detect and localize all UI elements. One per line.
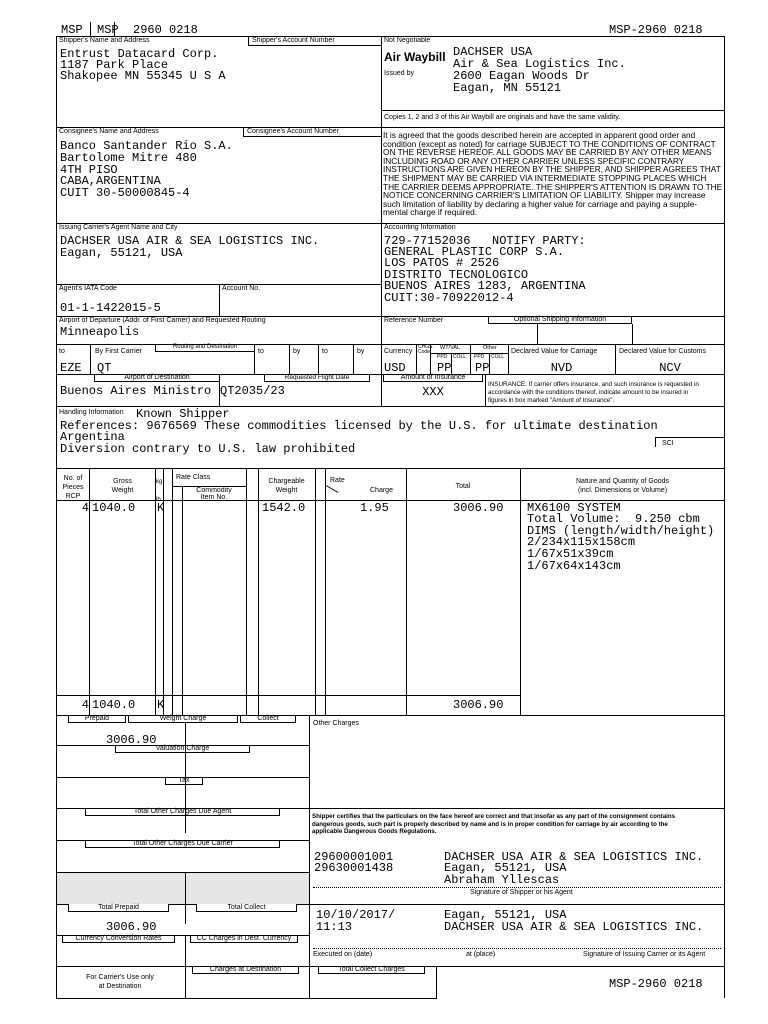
insurance-divider [485,374,486,406]
shipper-line: Shakopee MN 55345 U S A [60,69,226,83]
consignee-line: CUIT 30-50000845-4 [60,186,190,200]
collect-tab: Collect [240,715,296,723]
by2-label: by [293,348,301,355]
chgs-code-label: CHGS Code [418,344,433,355]
footer-awb-number: MSP-2960 0218 [609,977,703,991]
by3-label: by [357,348,365,355]
prepaid-collect-divider [185,872,186,904]
unit-value: K [157,501,165,515]
accounting-line: DISTRITO TECNOLOGICO [384,268,529,282]
total-unit-value: K [157,698,165,712]
routing-divider [318,344,319,374]
place-label: at (place) [466,951,496,958]
prepaid-collect-divider [185,935,186,967]
goods-col [246,468,247,715]
declared-carriage-label: Declared Value for Carriage [511,348,598,355]
iata-divider [219,284,220,316]
other-ppd-label: PPD [474,354,485,360]
header-divider [90,22,91,36]
goods-col [315,468,316,715]
handling-line: Diversion contrary to U.S. law prohibited [60,442,356,456]
declared-carriage-value: NVD [550,361,573,375]
consignee-label: Consignee's Name and Address [59,128,159,135]
total-collect-charges-tab: Total Collect Charges [318,966,425,974]
air-waybill-title: Air Waybill [384,50,446,64]
shipper-line: Entrust Datacard Corp. [60,47,219,61]
currency-value: USD [384,361,406,375]
executed-label: Executed on (date) [313,951,373,958]
copies-line [381,110,725,111]
totals-line [56,695,521,696]
routing-divider [289,344,290,374]
other-charges-label: Other Charges [313,720,359,727]
other-carrier-tab: Total Other Charges Due Carrier [85,840,280,848]
section-line [56,468,725,469]
total-header: Total [455,483,471,490]
consignee-line: CABA,ARGENTINA [60,174,161,188]
goods-col [172,468,173,715]
to-label: to [59,348,65,355]
consignee-line: 4TH PISO [60,163,118,177]
consignee-account-label: Consignee's Account Number [247,128,339,135]
other-value: PP [475,361,490,375]
iata-code-value: 01-1-1422015-5 [60,301,161,315]
shipper-account-line [248,45,381,46]
goods-description-line: 1/67x51x39cm [527,547,614,561]
total-value: 3006.90 [453,501,504,515]
executed-date: 10/10/2017/ [316,908,396,922]
destination-tab: Airport of Destination [94,374,220,382]
other-coll-label: COLL [491,354,505,360]
goods-description-line: Total Volume: 9.250 cbm [527,512,700,526]
insurance-amount-value: XXX [422,385,444,399]
header-divider [114,22,115,36]
bottom-line [56,998,437,999]
wtval-ppd-label: PPD [437,354,448,360]
charges-dest-tab: Charges at Destination [192,966,299,974]
accounting-line: BUENOS AIRES 1283, ARGENTINA [384,279,586,293]
shipper-signature-line: DACHSER USA AIR & SEA LOGISTICS INC. [444,850,704,864]
insurance-amount-tab: Amount of Insurance [383,374,483,382]
section-line [309,904,725,905]
routing-divider [90,344,91,374]
consignee-line: Banco Santander Rio S.A. [60,139,233,153]
departure-value: Minneapolis [60,325,140,339]
ref-line: 29630001438 [314,861,394,875]
signature-dotted-line [313,887,721,888]
first-carrier-label: By First Carrier [95,348,143,355]
declared-customs-label: Declared Value for Customs [619,348,707,355]
optional-divider [632,324,633,344]
charge-header: Charge [370,487,393,494]
accounting-line: GENERAL PLASTIC CORP S.A. [384,245,565,259]
other-agent-tab: Total Other Charges Due Agent [85,808,280,816]
insurance-note: INSURANCE: If carrier offers insurance, and such insurance is requested in accordance with the conditions thereof, indicate amount to be insured in figures in box marked "Amount of Insurance". [488,381,699,404]
accounting-line: 729-77152036 NOTIFY PARTY: [384,234,586,248]
goods-description-line: MX6100 SYSTEM [527,501,621,515]
wtval-value: PP [437,361,452,375]
optional-divider [537,324,538,344]
kg-lb-header: kg lb [156,479,163,503]
prepaid-collect-divider [185,904,186,924]
agent-line: Eagan, 55121, USA [60,246,183,260]
carrier-value: QT [97,361,112,375]
goods-col [520,468,521,715]
header-awb-number: MSP 2960 0218 [97,23,198,37]
total-amount-value: 3006.90 [453,698,504,712]
rate-class-header: Rate Class [176,474,211,481]
conditions-text: It is agreed that the goods described herein are accepted in apparent good order and condition (except as noted) for carriage SUBJECT TO THE CONDITIONS OF CONTRACT ON THE REVERSE HEREOF. ALL GOODS MAY BE CARRIED BY ANY OTHER MEANS INCLUDING ROAD OR ANY OTHER CARRIER UNLESS SPECIFIC CONTRARY INSTRUCTIONS ARE GIVEN HEREON BY THE SHIPPER, AND SHIPPER AGREES THAT THE SHIPMENT MAY BE CARRIED VIA INTERMEDIATE STOPPING PLACES WHICH THE CARRIER DEEMS APPROPRIATE. THE SHIPPER'S ATTENTION IS DRAWN TO THE NOTICE CONCERNING CARRIER'S LIMITATION OF LIABILITY. Shipper may increase such limitation of liability by declaring a higher value for carriage and paying a supple- mental charge if required. [383,130,723,218]
sci-label: SCI [662,440,674,447]
handling-line: References: 9676569 These commodities licensed by the U.S. for ultimate destination [60,419,658,433]
flight-date-tab: Requested Flight Date [264,374,370,382]
center-divider [381,36,382,316]
collect-charges-divider [436,966,437,998]
issuer-line: Eagan, MN 55121 [453,81,562,95]
routing-destination-tab: Routing and Destination [155,344,255,352]
accounting-line: CUIT:30-70922012-4 [384,291,514,305]
executed-place: Eagan, 55121, USA [444,908,567,922]
other-label: Other [483,345,497,351]
goods-description-line: 1/67x64x143cm [527,559,621,573]
ref-line: 29600001001 [314,850,394,864]
accounting-line: LOS PATOS # 2526 [384,256,500,270]
not-negotiable-label: Not Negotiable [384,37,431,44]
goods-col [182,486,183,715]
prepaid-tab: Prepaid [68,715,126,723]
issuer-line: Air & Sea Logistics Inc. [453,57,626,71]
executed-place: DACHSER USA AIR & SEA LOGISTICS INC. [444,920,704,934]
issuer-line: 2600 Eagan Woods Dr [453,69,590,83]
to-value: EZE [60,361,82,375]
departure-label: Airport of Departure (Addr. of First Carrier) and Requested Routing [59,317,266,324]
goods-col [89,468,90,715]
weight-prepaid-value: 3006.90 [106,733,157,747]
routing-divider [353,344,354,374]
account-no-label: Account No. [222,285,261,292]
routing-divider [381,344,382,374]
section-line [309,808,725,809]
gross-value: 1040.0 [92,501,136,515]
issued-by-label: Issued by [384,70,414,77]
shipper-account-divider [248,36,249,46]
to3-label: to [322,348,328,355]
goods-col [325,468,326,715]
shaded-area [57,872,309,904]
routing-divider [416,344,417,374]
charges-divider [309,715,310,998]
shipper-line: 1187 Park Place [60,58,169,72]
tax-tab: Tax [165,777,203,785]
routing-divider [470,344,471,374]
copies-note: Copies 1, 2 and 3 of this Air Waybill are originals and have the same validity. [384,114,621,121]
total-gross-value: 1040.0 [92,698,136,712]
shipper-signature-label: Signature of Shipper or his Agent [470,889,573,896]
chargeable-header: Chargeable Weight [268,478,305,494]
handling-line: Argentina [60,430,125,444]
goods-description-line: 2/234x115x158cm [527,535,636,549]
consignee-account-divider [243,127,244,137]
issuer-line: DACHSER USA [453,45,533,59]
shipper-signature-line: Abraham Yllescas [444,873,560,887]
carrier-use-divider [185,966,186,998]
total-pieces-value: 4 [81,698,89,712]
declared-customs-value: NCV [659,361,681,375]
goods-col [258,468,259,715]
commodity-header: Commodity Item No. [196,487,232,501]
nature-header: Nature and Quantity of Goods (incl. Dimensions or Volume) [576,478,669,494]
header-prefix: MSP [61,23,83,37]
signature-dotted-line [313,948,721,949]
pieces-header: No. of Pieces RCP [62,475,84,500]
total-prepaid-value: 3006.90 [106,920,157,934]
agent-line: DACHSER USA AIR & SEA LOGISTICS INC. [60,234,320,248]
consignee-line: Bartolome Mitre 480 [60,151,197,165]
conversion-tab: Currency Conversion Rates [62,935,175,943]
carrier-use-label: For Carrier's Use only at Destination [86,974,154,990]
rate-value: 1.95 [360,501,389,515]
wtval-label: WT/VAL [440,345,461,351]
agent-label: Issuing Carrier's Agent Name and City [59,224,178,231]
to2-label: to [258,348,264,355]
consignee-account-line [243,136,381,137]
valuation-tab: Valuation Charge [115,745,250,753]
iata-code-label: Agent's IATA Code [59,285,117,292]
optional-shipping-tab: Optional Shipping Information [488,316,632,324]
pieces-value: 4 [81,501,89,515]
currency-label: Currency [384,348,413,355]
reference-label: Reference Number [384,317,444,324]
flight-value: QT2035/23 [220,384,285,398]
certification-text: Shipper certifies that the particulars on the face hereof are correct and that insofar as any part of the consignment contains dangerous goods, such part is properly described by name and is in proper condition for carriage by air according to the applicable Dangerous Goods Regulations. [312,813,676,835]
destination-value: Buenos Aires Ministro [60,384,212,398]
center-divider [381,316,382,344]
carrier-signature-label: Signature of Issuing Carrier or its Agent [583,951,706,958]
total-collect-tab: Total Collect [196,904,297,912]
goods-description-line: DIMS (length/width/height) [527,524,715,538]
gross-header: Gross Weight [111,478,134,494]
shipper-account-label: Shipper's Account Number [252,37,335,44]
weight-charge-tab: Weight Charge [128,715,238,723]
header-awb-number-right: MSP-2960 0218 [609,23,703,37]
shipper-label: Shipper's Name and Address [59,37,150,44]
charges-line [56,872,309,873]
chargeable-value: 1542.0 [262,501,306,515]
section-line [436,966,725,967]
rate-header: Rate [330,477,345,484]
wtval-coll-label: COLL [453,354,467,360]
shipper-signature-line: Eagan, 55121, USA [444,861,567,875]
executed-time: 11:13 [316,920,353,934]
total-prepaid-tab: Total Prepaid [68,904,169,912]
handling-label: Handling Information [59,409,124,416]
handling-value: Known Shipper [136,407,230,421]
cc-charges-tab: CC Charges in Dest. Currency [190,935,298,943]
accounting-label: Accounting Information [384,224,456,231]
goods-col [406,468,407,715]
